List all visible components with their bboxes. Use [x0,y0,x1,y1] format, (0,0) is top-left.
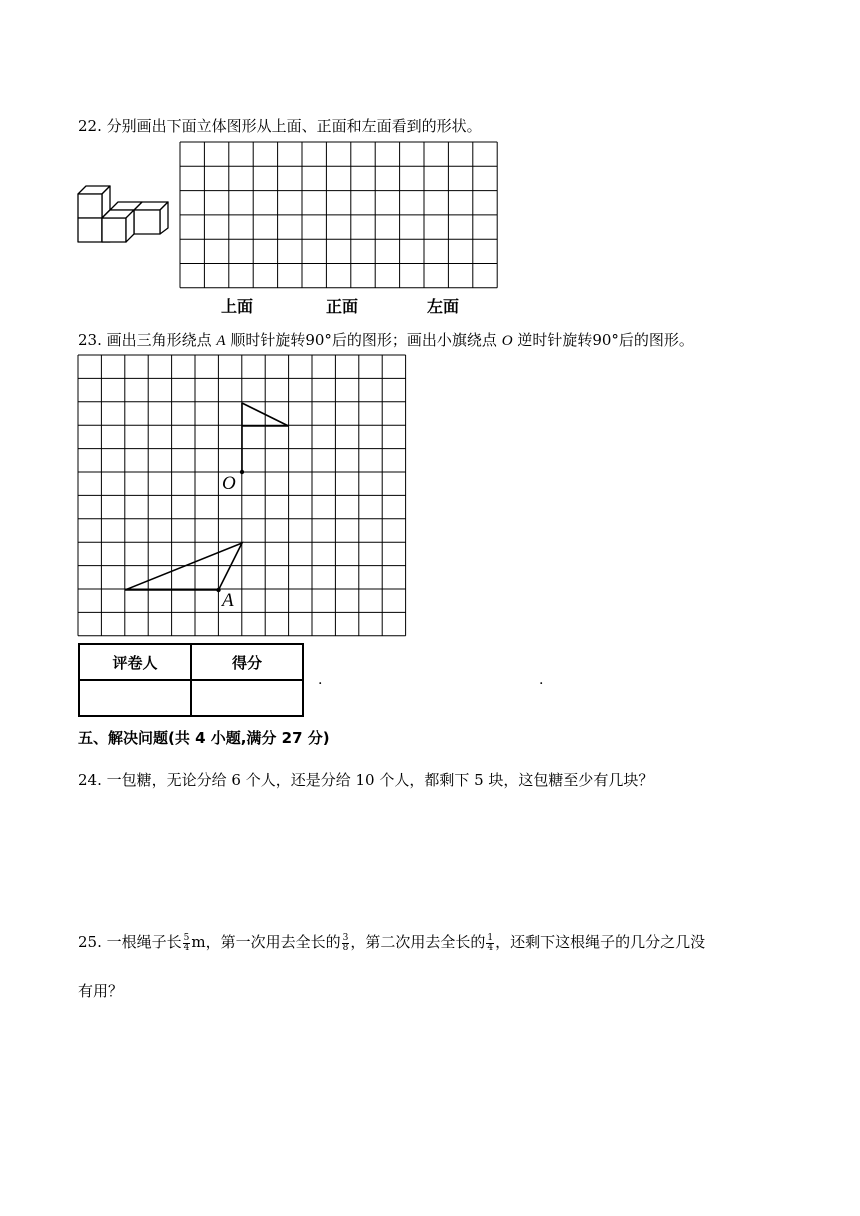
fraction-second-use: $\frac{1}{4}$ [487,932,494,953]
point-o-ref: O [501,333,513,349]
score-cell[interactable] [191,680,303,716]
point-o-marker [240,470,244,474]
label-left-view: 左面 [427,297,460,316]
grader-header: 评卷人 [79,644,191,680]
triangle-shape [125,543,242,590]
label-front-view: 正面 [326,297,359,316]
score-header: 得分 [191,644,303,680]
section-5-heading: 五、解决问题(共 4 小题,满分 27 分) [78,729,330,747]
question-24-text: 24. 一包糖，无论分给 6 个人，还是分给 10 个人，都剩下 5 块，这包糖至少有几块？ [78,771,654,789]
dot-mark: . [539,672,544,688]
fraction-first-use: $\frac{3}{8}$ [342,932,349,953]
grader-cell[interactable] [79,680,191,716]
label-point-a: A [222,590,234,611]
cube-figure [76,184,172,246]
point-a-marker [216,588,220,592]
question-22-text: 22. 分别画出下面立体图形从上面、正面和左面看到的形状。 [78,117,482,135]
cube-front-face [78,194,102,218]
fraction-rope-length: $\frac{5}{4}$ [183,932,190,953]
dot-mark: . [318,672,323,688]
question-23-text: 23. 画出三角形绕点 A 顺时针旋转90°后的图形；画出小旗绕点 O 逆时针旋转90°后的图形。 [78,331,694,349]
drawing-grid-23[interactable] [77,354,408,638]
label-point-o: O [222,473,236,494]
label-top-view: 上面 [221,297,254,316]
question-25-line2: 有用？ [78,982,124,1000]
drawing-grid-22[interactable] [179,141,498,289]
score-table [78,643,304,717]
question-25-text: 25. 一根绳子长 $\frac{5}{4}$ m，第一次用去全长的 $\frac{3}{8}$ ，第二次用去全长的 $\frac{1}{4}$ ，还剩下这根绳子的几分之几没 [78,932,706,953]
point-a-ref: A [216,333,226,349]
